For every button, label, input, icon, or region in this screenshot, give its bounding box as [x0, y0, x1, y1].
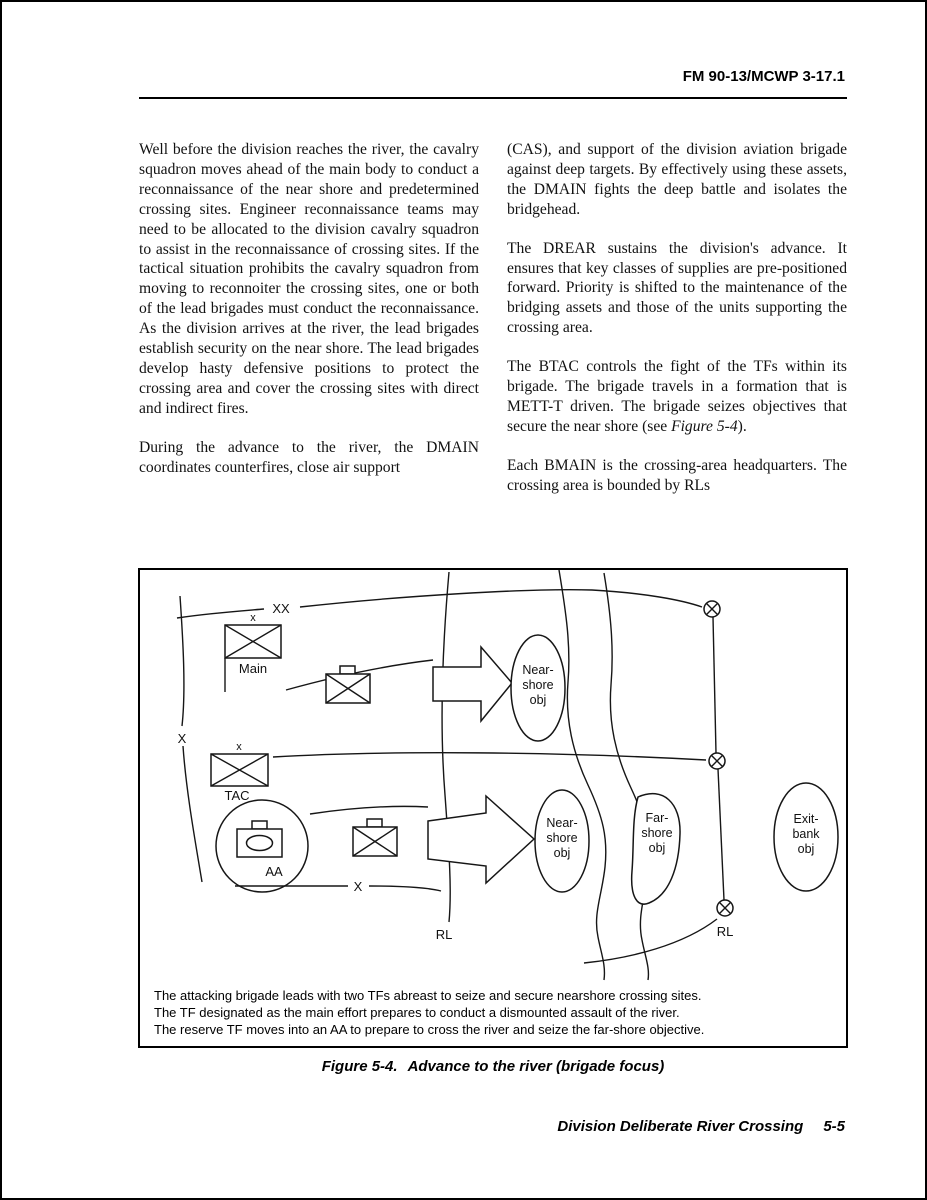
svg-text:Near-: Near-: [546, 816, 578, 830]
unit-symbol-tf-south: [353, 819, 397, 856]
right-column: [507, 140, 847, 515]
figure-note: The attacking brigade leads with two TFs abreast to seize and secure nearshore crossing sites.: [154, 988, 702, 1003]
echelon-mark: x: [236, 741, 242, 753]
boundary-line-left: [180, 596, 184, 726]
division-boundary-label: XX: [272, 601, 290, 616]
svg-text:obj: obj: [797, 842, 815, 856]
svg-text:obj: obj: [553, 846, 571, 860]
paragraph: The DREAR sustains the division's advance. It ensures that key classes of supplies are pre-positioned forward. Priority is shifted to the maintenance of the bridging assets and those of the units supporting the crossing area.: [507, 239, 847, 337]
boundary-line-left: [183, 746, 202, 882]
document-id: FM 90-13/MCWP 3-17.1: [682, 68, 845, 85]
figure-note: The TF designated as the main effort prepares to conduct a dismounted assault of the river.: [154, 1005, 680, 1020]
page-number: 5-5: [823, 1118, 845, 1135]
paragraph-text: The BTAC controls the fight of the TFs within its brigade. The brigade travels in a formation that is METT-T driven. The brigade seizes objectives that secure the near shore (see: [507, 358, 847, 435]
attack-arrow-north: [433, 647, 512, 721]
figure-note: The reserve TF moves into an AA to prepare to cross the river and seize the far-shore objective.: [154, 1022, 705, 1037]
release-line-label: RL: [716, 924, 734, 939]
left-column: [139, 140, 479, 515]
svg-text:obj: obj: [648, 841, 666, 855]
main-cp-label: Main: [238, 661, 268, 676]
figure-caption-text: Advance to the river (brigade focus): [407, 1058, 665, 1075]
assembly-area-circle: [216, 800, 308, 892]
svg-text:shore: shore: [522, 678, 554, 692]
release-line-label: RL: [435, 927, 453, 942]
assembly-area-label: AA: [265, 864, 283, 879]
paragraph: Well before the division reaches the river, the cavalry squadron moves ahead of the main body to conduct a reconnaissance of the near shore and predetermined crossing sites. Engineer reconnaissance teams may need to be allocated to the division cavalry squadron to assist in the reconnaissance of crossing sites. If the tactical situation prohibits the cavalry squadron from moving to reconnoiter the crossing sites, one or both of the lead brigades must conduct the reconnaissance. As the division arrives at the river, the lead brigades establish security on the near shore. The lead brigades develop hasty defensive positions to protect the crossing area and cover the crossing sites with direct and indirect fires.: [139, 141, 479, 417]
unit-symbol-tac-cp: [211, 754, 268, 786]
brigade-boundary-label: X: [353, 879, 363, 894]
boundary-line-top: [300, 590, 702, 607]
crossing-site-symbol: [709, 753, 725, 769]
svg-text:bank: bank: [792, 827, 820, 841]
svg-text:Far-: Far-: [645, 811, 669, 825]
footer-title: Division Deliberate River Crossing: [557, 1118, 804, 1135]
unit-symbol-main-cp: [225, 625, 281, 692]
svg-text:Near-: Near-: [522, 663, 554, 677]
svg-text:shore: shore: [546, 831, 578, 845]
axis-line: [584, 919, 717, 963]
figure-notes: [154, 987, 838, 1038]
figure-caption: [139, 1058, 847, 1075]
boundary-line-bottom: [369, 886, 441, 891]
brigade-boundary-label: X: [177, 731, 187, 746]
tac-cp-label: TAC: [224, 788, 250, 803]
crossing-site-symbol: [704, 601, 720, 617]
figure-caption-label: Figure 5-4.: [321, 1058, 398, 1075]
page-footer: [557, 1118, 845, 1135]
tactical-diagram: [140, 570, 846, 982]
paragraph: During the advance to the river, the DMAIN coordinates counterfires, close air support: [139, 438, 479, 476]
paragraph-text: ).: [737, 417, 747, 435]
echelon-mark: x: [250, 612, 256, 624]
axis-line: [310, 806, 428, 814]
svg-text:Exit-: Exit-: [793, 812, 819, 826]
release-line-left: [442, 572, 450, 922]
paragraph: [507, 357, 847, 437]
release-line-right: [718, 769, 724, 900]
figure-5-4: [138, 568, 848, 1048]
release-line-right: [713, 617, 716, 753]
svg-text:obj: obj: [529, 693, 547, 707]
body-columns: [139, 140, 847, 515]
attack-arrow-south: [428, 796, 534, 883]
svg-text:shore: shore: [641, 826, 673, 840]
crossing-site-symbol: [717, 900, 733, 916]
paragraph: Each BMAIN is the crossing-area headquarters. The crossing area is bounded by RLs: [507, 456, 847, 494]
river-bank-left: [559, 570, 606, 980]
river-bank-right: [604, 573, 649, 980]
axis-line: [273, 753, 706, 760]
figure-reference: Figure 5-4: [671, 417, 738, 435]
paragraph: (CAS), and support of the division aviation brigade against deep targets. By effectively using these assets, the DMAIN fights the deep battle and isolates the bridgehead.: [507, 141, 847, 218]
header-rule: [139, 97, 847, 99]
